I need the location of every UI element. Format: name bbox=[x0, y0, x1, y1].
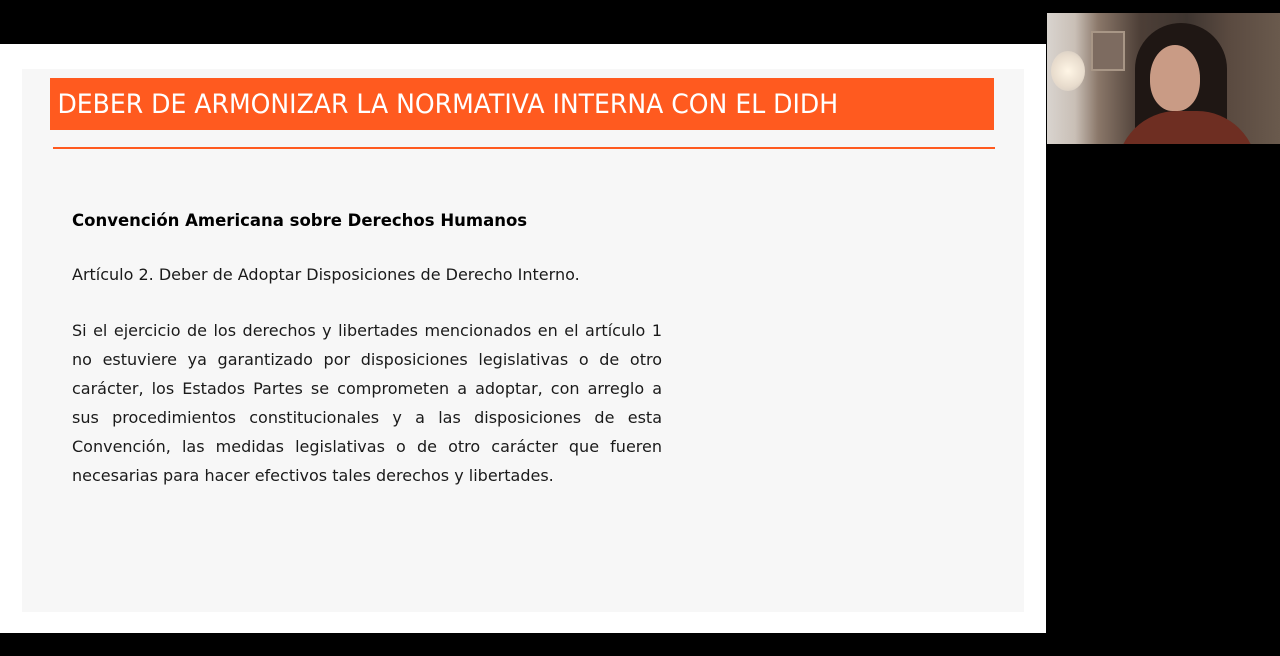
participant-face bbox=[1150, 45, 1200, 111]
slide-content bbox=[72, 209, 662, 490]
slide-title: DEBER DE ARMONIZAR LA NORMATIVA INTERNA CON EL DIDH bbox=[57, 88, 839, 120]
convention-heading: Convención Americana sobre Derechos Humanos bbox=[72, 211, 528, 230]
slide-title-bar bbox=[50, 78, 994, 130]
top-black-bar bbox=[0, 0, 1046, 44]
shared-screen bbox=[0, 44, 1046, 633]
lamp-light bbox=[1051, 51, 1085, 91]
wall-picture bbox=[1091, 31, 1125, 71]
article-title: Artículo 2. Deber de Adoptar Disposiciones de Derecho Interno. bbox=[72, 265, 580, 284]
participant-video-tile[interactable] bbox=[1047, 13, 1280, 144]
presentation-slide bbox=[22, 69, 1024, 612]
article-body: Si el ejercicio de los derechos y libertades mencionados en el artículo 1 no estuviere ya garantizado por disposiciones legislativas o de otro carácter, los Estados Partes se comprometen a adoptar, con arreglo a sus procedimientos constitucionales y a las disposiciones de esta Convención, las medidas legislativas o de otro carácter que fueren necesarias para hacer efectivos tales derechos y libertades. bbox=[72, 321, 662, 485]
title-divider bbox=[53, 147, 995, 149]
